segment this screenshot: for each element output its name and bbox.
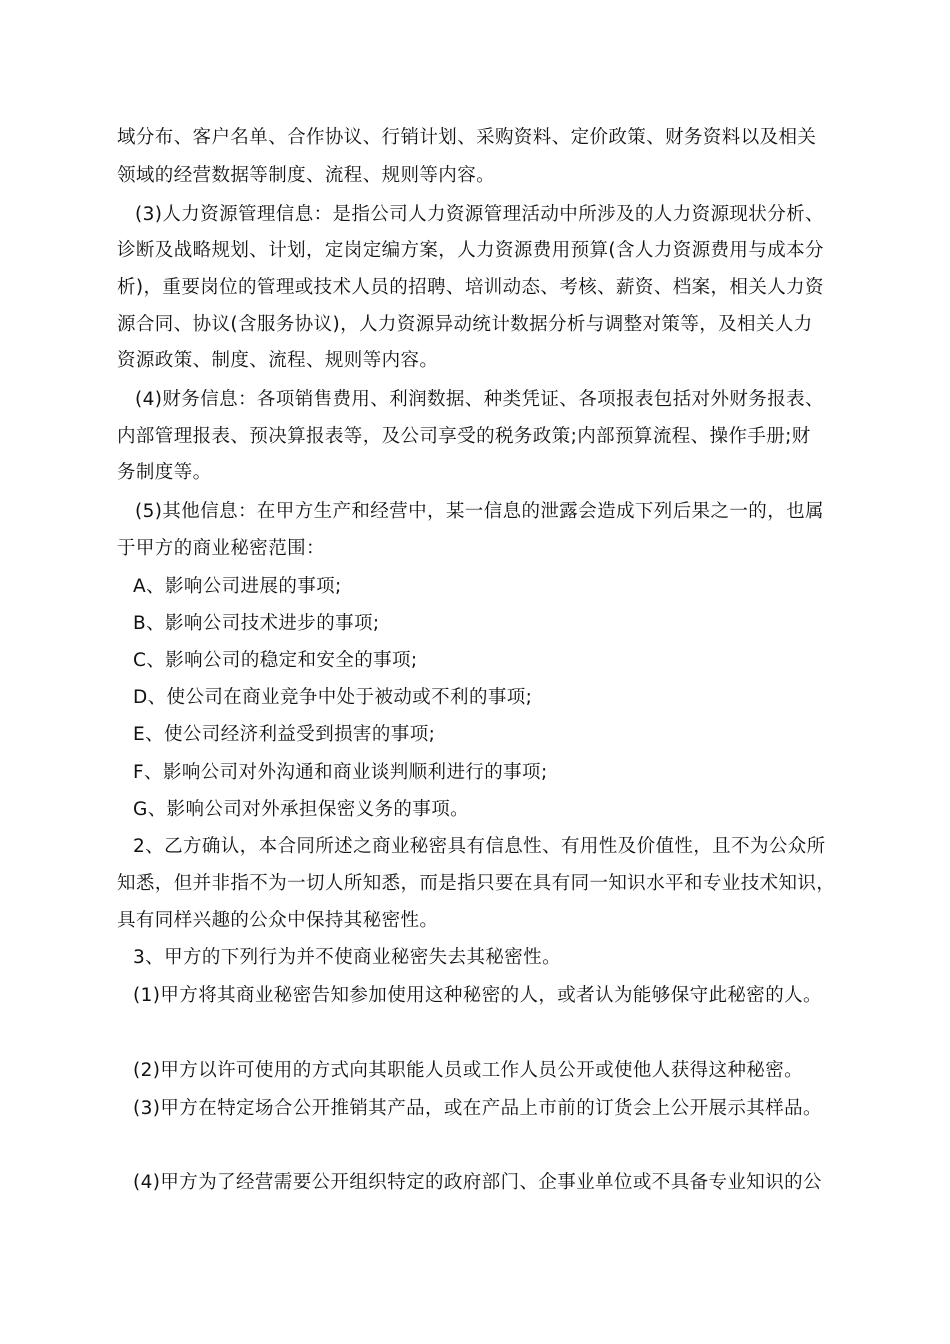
text-line: 资源政策、制度、流程、规则等内容。 <box>117 350 439 371</box>
text-line: (4)财务信息：各项销售费用、利润数据、种类凭证、各项报表包括对外财务报表、 <box>135 389 824 410</box>
list-item: F、影响公司对外沟通和商业谈判顺利进行的事项; <box>133 762 548 783</box>
text-line: 于甲方的商业秘密范围： <box>117 538 325 559</box>
list-item: G、影响公司对外承担保密义务的事项。 <box>133 799 470 820</box>
text-line: 2、乙方确认，本合同所述之商业秘密具有信息性、有用性及价值性，且不为公众所 <box>133 836 826 857</box>
list-item: C、影响公司的稳定和安全的事项; <box>133 650 418 671</box>
text-line: 3、甲方的下列行为并不使商业秘密失去其秘密性。 <box>133 947 561 968</box>
text-line: 域分布、客户名单、合作协议、行销计划、采购资料、定价政策、财务资料以及相关 <box>117 127 817 148</box>
text-line: (4)甲方为了经营需要公开组织特定的政府部门、企事业单位或不具备专业知识的公 <box>133 1172 822 1193</box>
text-line: (2)甲方以许可使用的方式向其职能人员或工作人员公开或使他人获得这种秘密。 <box>133 1060 804 1081</box>
text-line: (3)人力资源管理信息：是指公司人力资源管理活动中所涉及的人力资源现状分析、 <box>135 204 824 225</box>
list-item: A、影响公司进展的事项; <box>133 576 342 597</box>
text-line: 诊断及战略规划、计划，定岗定编方案，人力资源费用预算(含人力资源费用与成本分 <box>117 240 824 261</box>
text-line: 领域的经营数据等制度、流程、规则等内容。 <box>117 165 496 186</box>
text-line: 内部管理报表、预决算报表等，及公司享受的税务政策;内部预算流程、操作手册;财 <box>117 426 811 447</box>
text-line: 源合同、协议(含服务协议)，人力资源异动统计数据分析与调整对策等，及相关人力 <box>117 314 813 335</box>
text-line: 具有同样兴趣的公众中保持其秘密性。 <box>117 910 439 931</box>
list-item: E、使公司经济利益受到损害的事项; <box>133 724 436 745</box>
text-line: 知悉，但并非指不为一切人所知悉，而是指只要在具有同一知识水平和专业技术知识， <box>117 873 836 894</box>
text-line: 务制度等。 <box>117 462 212 483</box>
list-item: B、影响公司技术进步的事项; <box>133 613 380 634</box>
text-line: (1)甲方将其商业秘密告知参加使用这种秘密的人，或者认为能够保守此秘密的人。 <box>133 985 822 1006</box>
list-item: D、使公司在商业竞争中处于被动或不利的事项; <box>133 687 533 708</box>
text-line: 析)，重要岗位的管理或技术人员的招聘、培训动态、考核、薪资、档案，相关人力资 <box>117 277 824 298</box>
text-line: (3)甲方在特定场合公开推销其产品，或在产品上市前的订货会上公开展示其样品。 <box>133 1098 822 1119</box>
text-line: (5)其他信息：在甲方生产和经营中，某一信息的泄露会造成下列后果之一的，也属 <box>135 501 824 522</box>
